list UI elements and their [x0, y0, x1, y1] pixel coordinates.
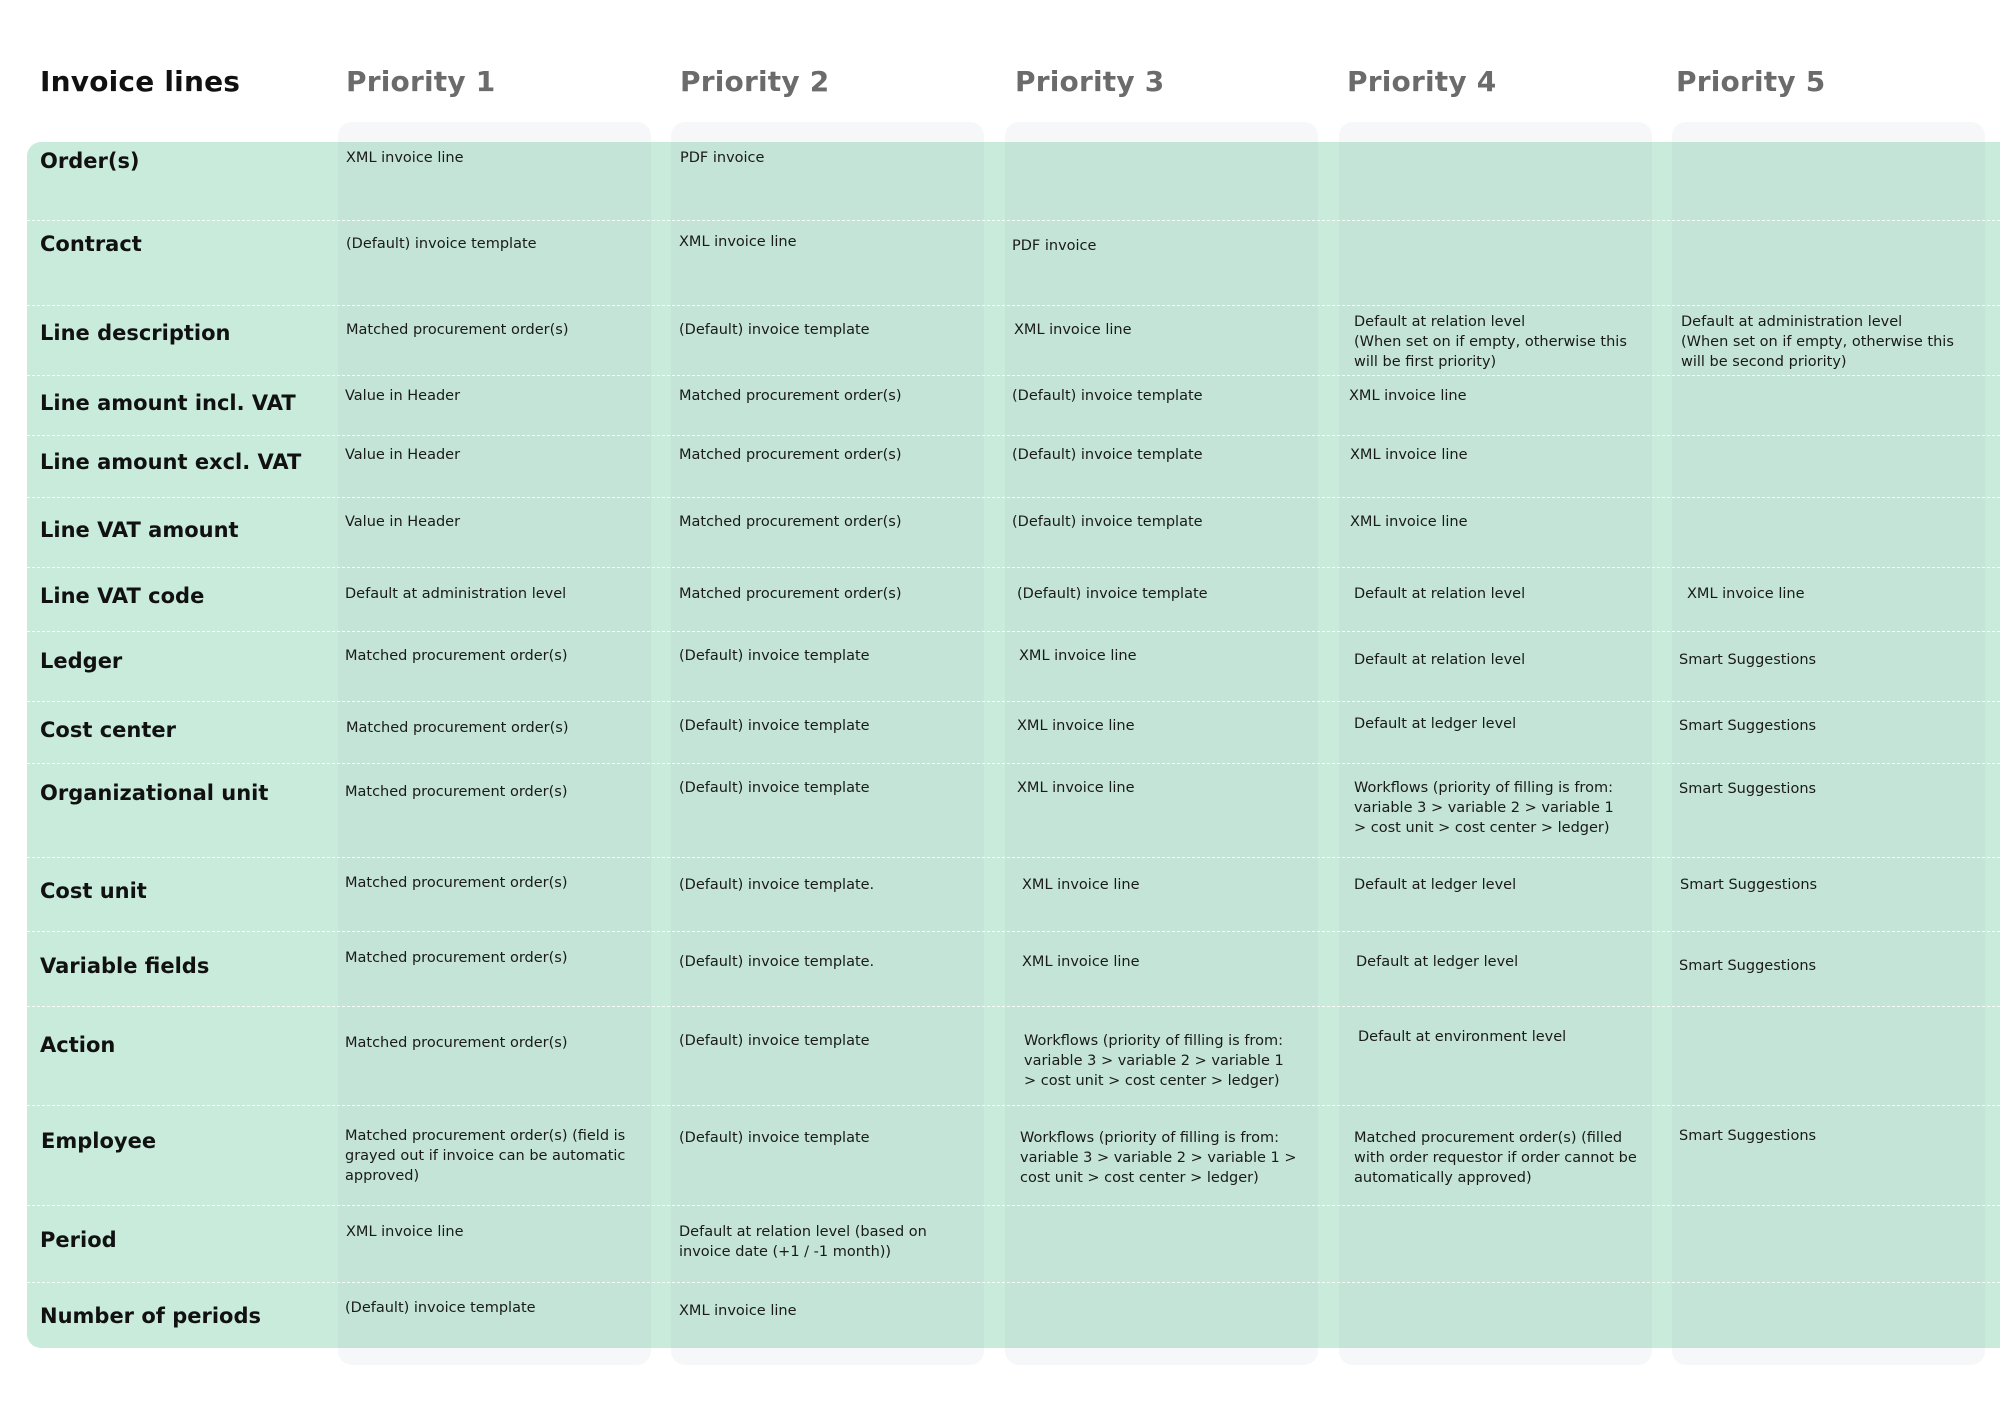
row-cell: Matched procurement order(s): [345, 648, 568, 664]
row-cell: XML invoice line: [346, 1224, 464, 1240]
row-label: Variable fields: [40, 954, 210, 978]
row-label: Cost unit: [40, 879, 147, 903]
row-label: Number of periods: [40, 1304, 262, 1328]
row-cell: (Default) invoice template: [1012, 447, 1203, 463]
row-cell: XML invoice line: [679, 1303, 797, 1319]
row-cell: XML invoice line: [1017, 780, 1135, 796]
row-cell: XML invoice line: [1350, 514, 1468, 530]
row-cell: (Default) invoice template.: [679, 954, 875, 970]
priority-1-header: Priority 1: [346, 65, 496, 98]
table-row: [27, 142, 2000, 221]
table-row: [27, 1206, 2000, 1283]
row-label: Ledger: [40, 649, 123, 673]
row-cell: XML invoice line: [1687, 586, 1805, 602]
row-cell: Default at environment level: [1358, 1029, 1567, 1045]
table-row: [27, 221, 2000, 306]
row-label: Line VAT amount: [40, 518, 239, 542]
row-cell: Matched procurement order(s) (field is grayed out if invoice can be automatic approved): [345, 1128, 626, 1184]
row-cell: Default at relation level (based on invoice date (+1 / -1 month)): [679, 1224, 927, 1260]
priority-5-header: Priority 5: [1676, 65, 1826, 98]
row-label: Order(s): [40, 149, 140, 173]
priority-3-header: Priority 3: [1015, 65, 1165, 98]
row-cell: Default at ledger level: [1354, 877, 1517, 893]
row-cell: Default at relation level: [1354, 586, 1526, 602]
row-cell: XML invoice line: [1019, 648, 1137, 664]
row-cell: Matched procurement order(s): [679, 586, 902, 602]
row-cell: Workflows (priority of filling is from: variable 3 > variable 2 > variable 1 > cost unit > cost center > ledger): [1354, 780, 1614, 836]
row-cell: (Default) invoice template: [679, 718, 870, 734]
table-row: [27, 306, 2000, 376]
row-cell: Smart Suggestions: [1680, 877, 1818, 893]
row-cell: Matched procurement order(s): [679, 447, 902, 463]
table-row: [27, 702, 2000, 764]
row-cell: (Default) invoice template: [679, 648, 870, 664]
table-row: [27, 436, 2000, 498]
row-cell: Default at relation level: [1354, 652, 1526, 668]
row-cell: XML invoice line: [1349, 388, 1467, 404]
row-cell: (Default) invoice template: [1012, 514, 1203, 530]
row-cell: Matched procurement order(s): [345, 784, 568, 800]
priority-4-header: Priority 4: [1347, 65, 1497, 98]
row-label: Line amount excl. VAT: [40, 450, 302, 474]
row-cell: (Default) invoice template: [679, 1130, 870, 1146]
row-cell: Matched procurement order(s) (filled with order requestor if order cannot be automatically approved): [1354, 1130, 1637, 1186]
row-cell: (Default) invoice template: [679, 780, 870, 796]
row-cell: Matched procurement order(s): [345, 875, 568, 891]
row-cell: Value in Header: [345, 447, 461, 463]
row-label: Line description: [40, 321, 231, 345]
table-title: Invoice lines: [40, 65, 241, 98]
table-row: [27, 1007, 2000, 1106]
row-cell: Matched procurement order(s): [345, 1035, 568, 1051]
row-label: Period: [40, 1228, 117, 1252]
row-cell: Smart Suggestions: [1679, 781, 1817, 797]
row-cell: XML invoice line: [1017, 718, 1135, 734]
row-cell: XML invoice line: [1022, 954, 1140, 970]
row-cell: Matched procurement order(s): [345, 950, 568, 966]
table-row: [27, 1283, 2000, 1348]
row-cell: Workflows (priority of filling is from: variable 3 > variable 2 > variable 1 > cost unit > cost center > ledger): [1024, 1033, 1284, 1089]
row-label: Contract: [40, 232, 142, 256]
row-label: Line VAT code: [40, 584, 205, 608]
row-cell: XML invoice line: [346, 150, 464, 166]
row-cell: XML invoice line: [1350, 447, 1468, 463]
table-row: [27, 1106, 2000, 1206]
row-cell: Default at ledger level: [1354, 716, 1517, 732]
row-cell: (Default) invoice template: [345, 1300, 536, 1316]
row-cell: Default at administration level: [345, 586, 567, 602]
row-cell: Value in Header: [345, 388, 461, 404]
row-cell: (Default) invoice template: [346, 236, 537, 252]
row-cell: Default at relation level (When set on if empty, otherwise this will be first priority): [1354, 314, 1627, 370]
row-cell: Smart Suggestions: [1679, 652, 1817, 668]
table-row: [27, 932, 2000, 1007]
row-label: Organizational unit: [40, 781, 269, 805]
row-cell: Workflows (priority of filling is from: variable 3 > variable 2 > variable 1 > cost unit > cost center > ledger): [1020, 1130, 1297, 1186]
row-cell: Smart Suggestions: [1679, 958, 1817, 974]
table-row: [27, 632, 2000, 702]
row-label: Cost center: [40, 718, 176, 742]
row-cell: Default at administration level (When set on if empty, otherwise this will be second priority): [1681, 314, 1954, 370]
row-cell: Default at ledger level: [1356, 954, 1519, 970]
row-cell: XML invoice line: [679, 234, 797, 250]
priority-2-header: Priority 2: [680, 65, 830, 98]
row-cell: Matched procurement order(s): [679, 514, 902, 530]
row-cell: (Default) invoice template.: [679, 877, 875, 893]
row-cell: Smart Suggestions: [1679, 718, 1817, 734]
row-cell: Matched procurement order(s): [346, 322, 569, 338]
row-label: Employee: [41, 1129, 157, 1153]
row-cell: Matched procurement order(s): [346, 720, 569, 736]
table-row: [27, 376, 2000, 436]
row-cell: Smart Suggestions: [1679, 1128, 1817, 1144]
table-row: [27, 858, 2000, 932]
table-row: [27, 568, 2000, 632]
row-cell: Value in Header: [345, 514, 461, 530]
row-cell: (Default) invoice template: [679, 1033, 870, 1049]
row-cell: PDF invoice: [680, 150, 765, 166]
table-row: [27, 498, 2000, 568]
row-cell: Matched procurement order(s): [679, 388, 902, 404]
row-label: Action: [40, 1033, 116, 1057]
row-cell: PDF invoice: [1012, 238, 1097, 254]
table-row: [27, 764, 2000, 858]
row-cell: (Default) invoice template: [1017, 586, 1208, 602]
row-cell: XML invoice line: [1022, 877, 1140, 893]
row-cell: (Default) invoice template: [1012, 388, 1203, 404]
row-cell: (Default) invoice template: [679, 322, 870, 338]
row-cell: XML invoice line: [1014, 322, 1132, 338]
row-label: Line amount incl. VAT: [40, 391, 296, 415]
